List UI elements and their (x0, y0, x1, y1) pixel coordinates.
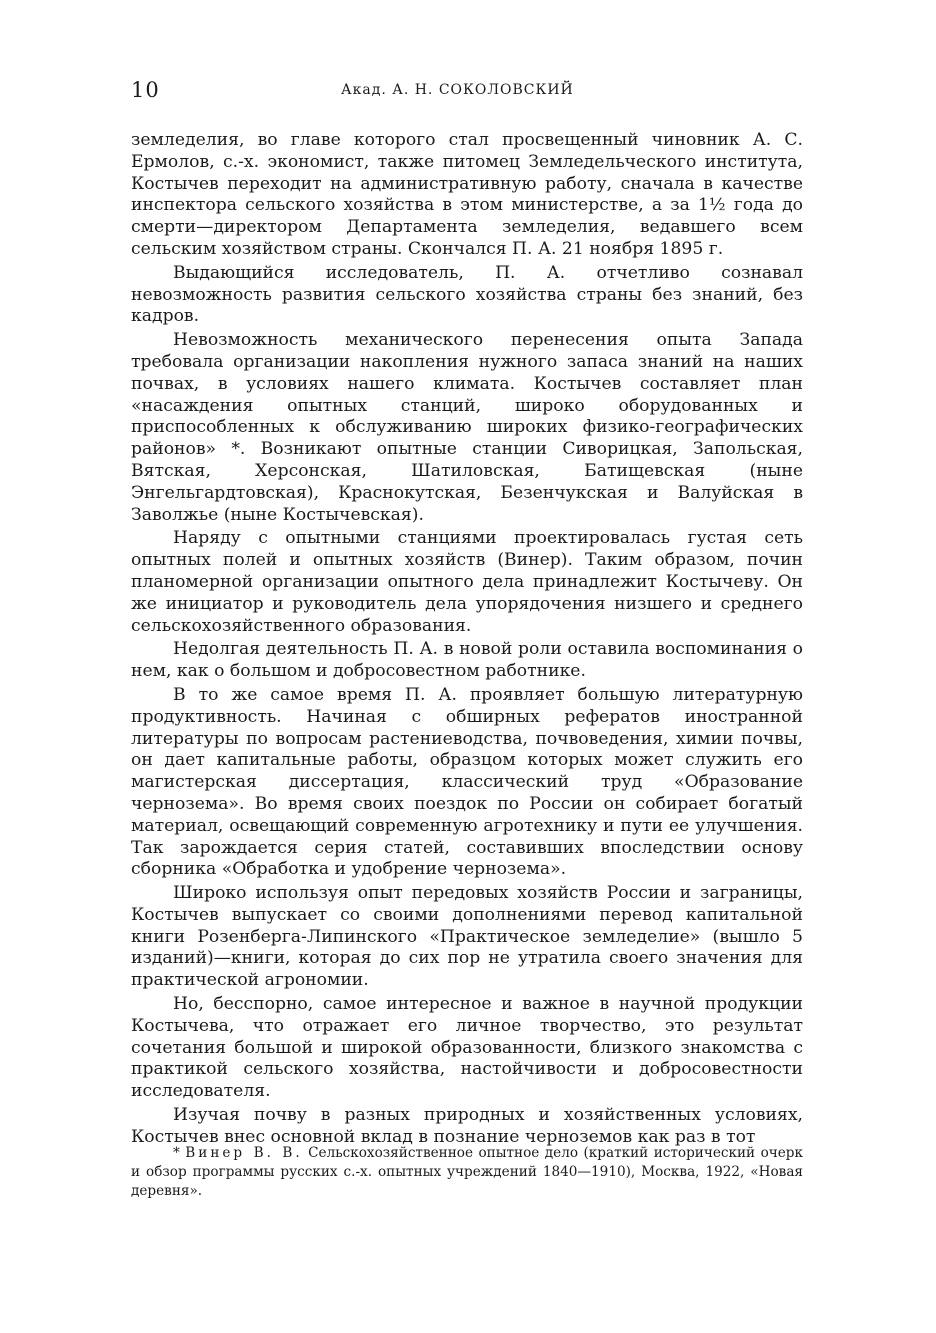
paragraph: Изучая почву в разных природных и хозяйственных условиях, Костычев внес основной вклад в познание черноземов как раз в тот (131, 1105, 803, 1147)
running-title: Акад. А. Н. СОКОЛОВСКИЙ (341, 82, 574, 98)
paragraph: Широко используя опыт передовых хозяйств России и заграницы, Костычев выпускает со своими дополнениями перевод капитальной книги Розенберга-Липинского «Практическое земледелие» (вышло 5 изданий)—книги, которая до сих пор не утратила своего значения для практической агрономии. (131, 883, 803, 991)
paragraph: Невозможность механического перенесения опыта Запада требовала организации накопления нужного запаса знаний на наших почвах, в условиях нашего климата. Костычев составляет план «насаждения опытных станций, широко оборудованных и приспособленных к обслуживанию широких физико-географических районов» *. Возникают опытные станции Сиворицкая, Запольская, Вятская, Херсонская, Шатиловская, Батищевская (ныне Энгельгардтовская), Краснокутская, Безенчукская и Валуйская в Заволжье (ныне Костычевская). (131, 330, 803, 525)
footnote-author: Винер В. В. (185, 1145, 303, 1161)
paragraph: В то же самое время П. А. проявляет большую литературную продуктивность. Начиная с обширных рефератов иностранной литературы по вопросам растениеводства, почвоведения, химии почвы, он дает капитальные работы, образцом которых может служить его магистерская диссертация, классический труд «Образование чернозема». Во время своих поездок по России он собирает богатый материал, освещающий современную агротехнику и пути ее улучшения. Так зарождается серия статей, составивших впоследствии основу сборника «Обработка и удобрение чернозема». (131, 684, 803, 880)
paragraph: Недолгая деятельность П. А. в новой роли оставила воспоминания о нем, как о большом и добросовестном работнике. (131, 639, 803, 682)
footnote-marker: * (173, 1145, 180, 1161)
footnote-text: Сельскохозяйственное опытное дело (краткий исторический очерк и обзор программы русских с.-х. опытных учреждений 1840—1910), Москва, 1922, «Новая деревня». (131, 1145, 803, 1199)
paragraph: земледелия, во главе которого стал просвещенный чиновник А. С. Ермолов, с.-х. экономист, также питомец Земледельческого института, Костычев переходит на административную работу, сначала в качестве инспектора сельского хозяйства в этом министерстве, а за 1½ года до смерти—директором Департамента земледелия, ведавшего всем сельским хозяйством страны. Скончался П. А. 21 ноября 1895 г. (131, 130, 803, 259)
body-text (131, 130, 803, 1149)
page-header (131, 78, 803, 106)
page-number: 10 (131, 78, 160, 102)
footnote (131, 1144, 803, 1201)
paragraph: Выдающийся исследователь, П. А. отчетливо сознавал невозможность развития сельского хозяйства страны без знаний, без кадров. (131, 262, 803, 327)
paragraph: Но, бесспорно, самое интересное и важное в научной продукции Костычева, что отражает его личное творчество, это результат сочетания большой и широкой образованности, близкого знакомства с практикой сельского хозяйства, настойчивости и добросовестности исследователя. (131, 994, 803, 1102)
paragraph: Наряду с опытными станциями проектировалась густая сеть опытных полей и опытных хозяйств (Винер). Таким образом, почин планомерной организации опытного дела принадлежит Костычеву. Он же инициатор и руководитель дела упорядочения низшего и среднего сельскохозяйственного образования. (131, 528, 803, 636)
